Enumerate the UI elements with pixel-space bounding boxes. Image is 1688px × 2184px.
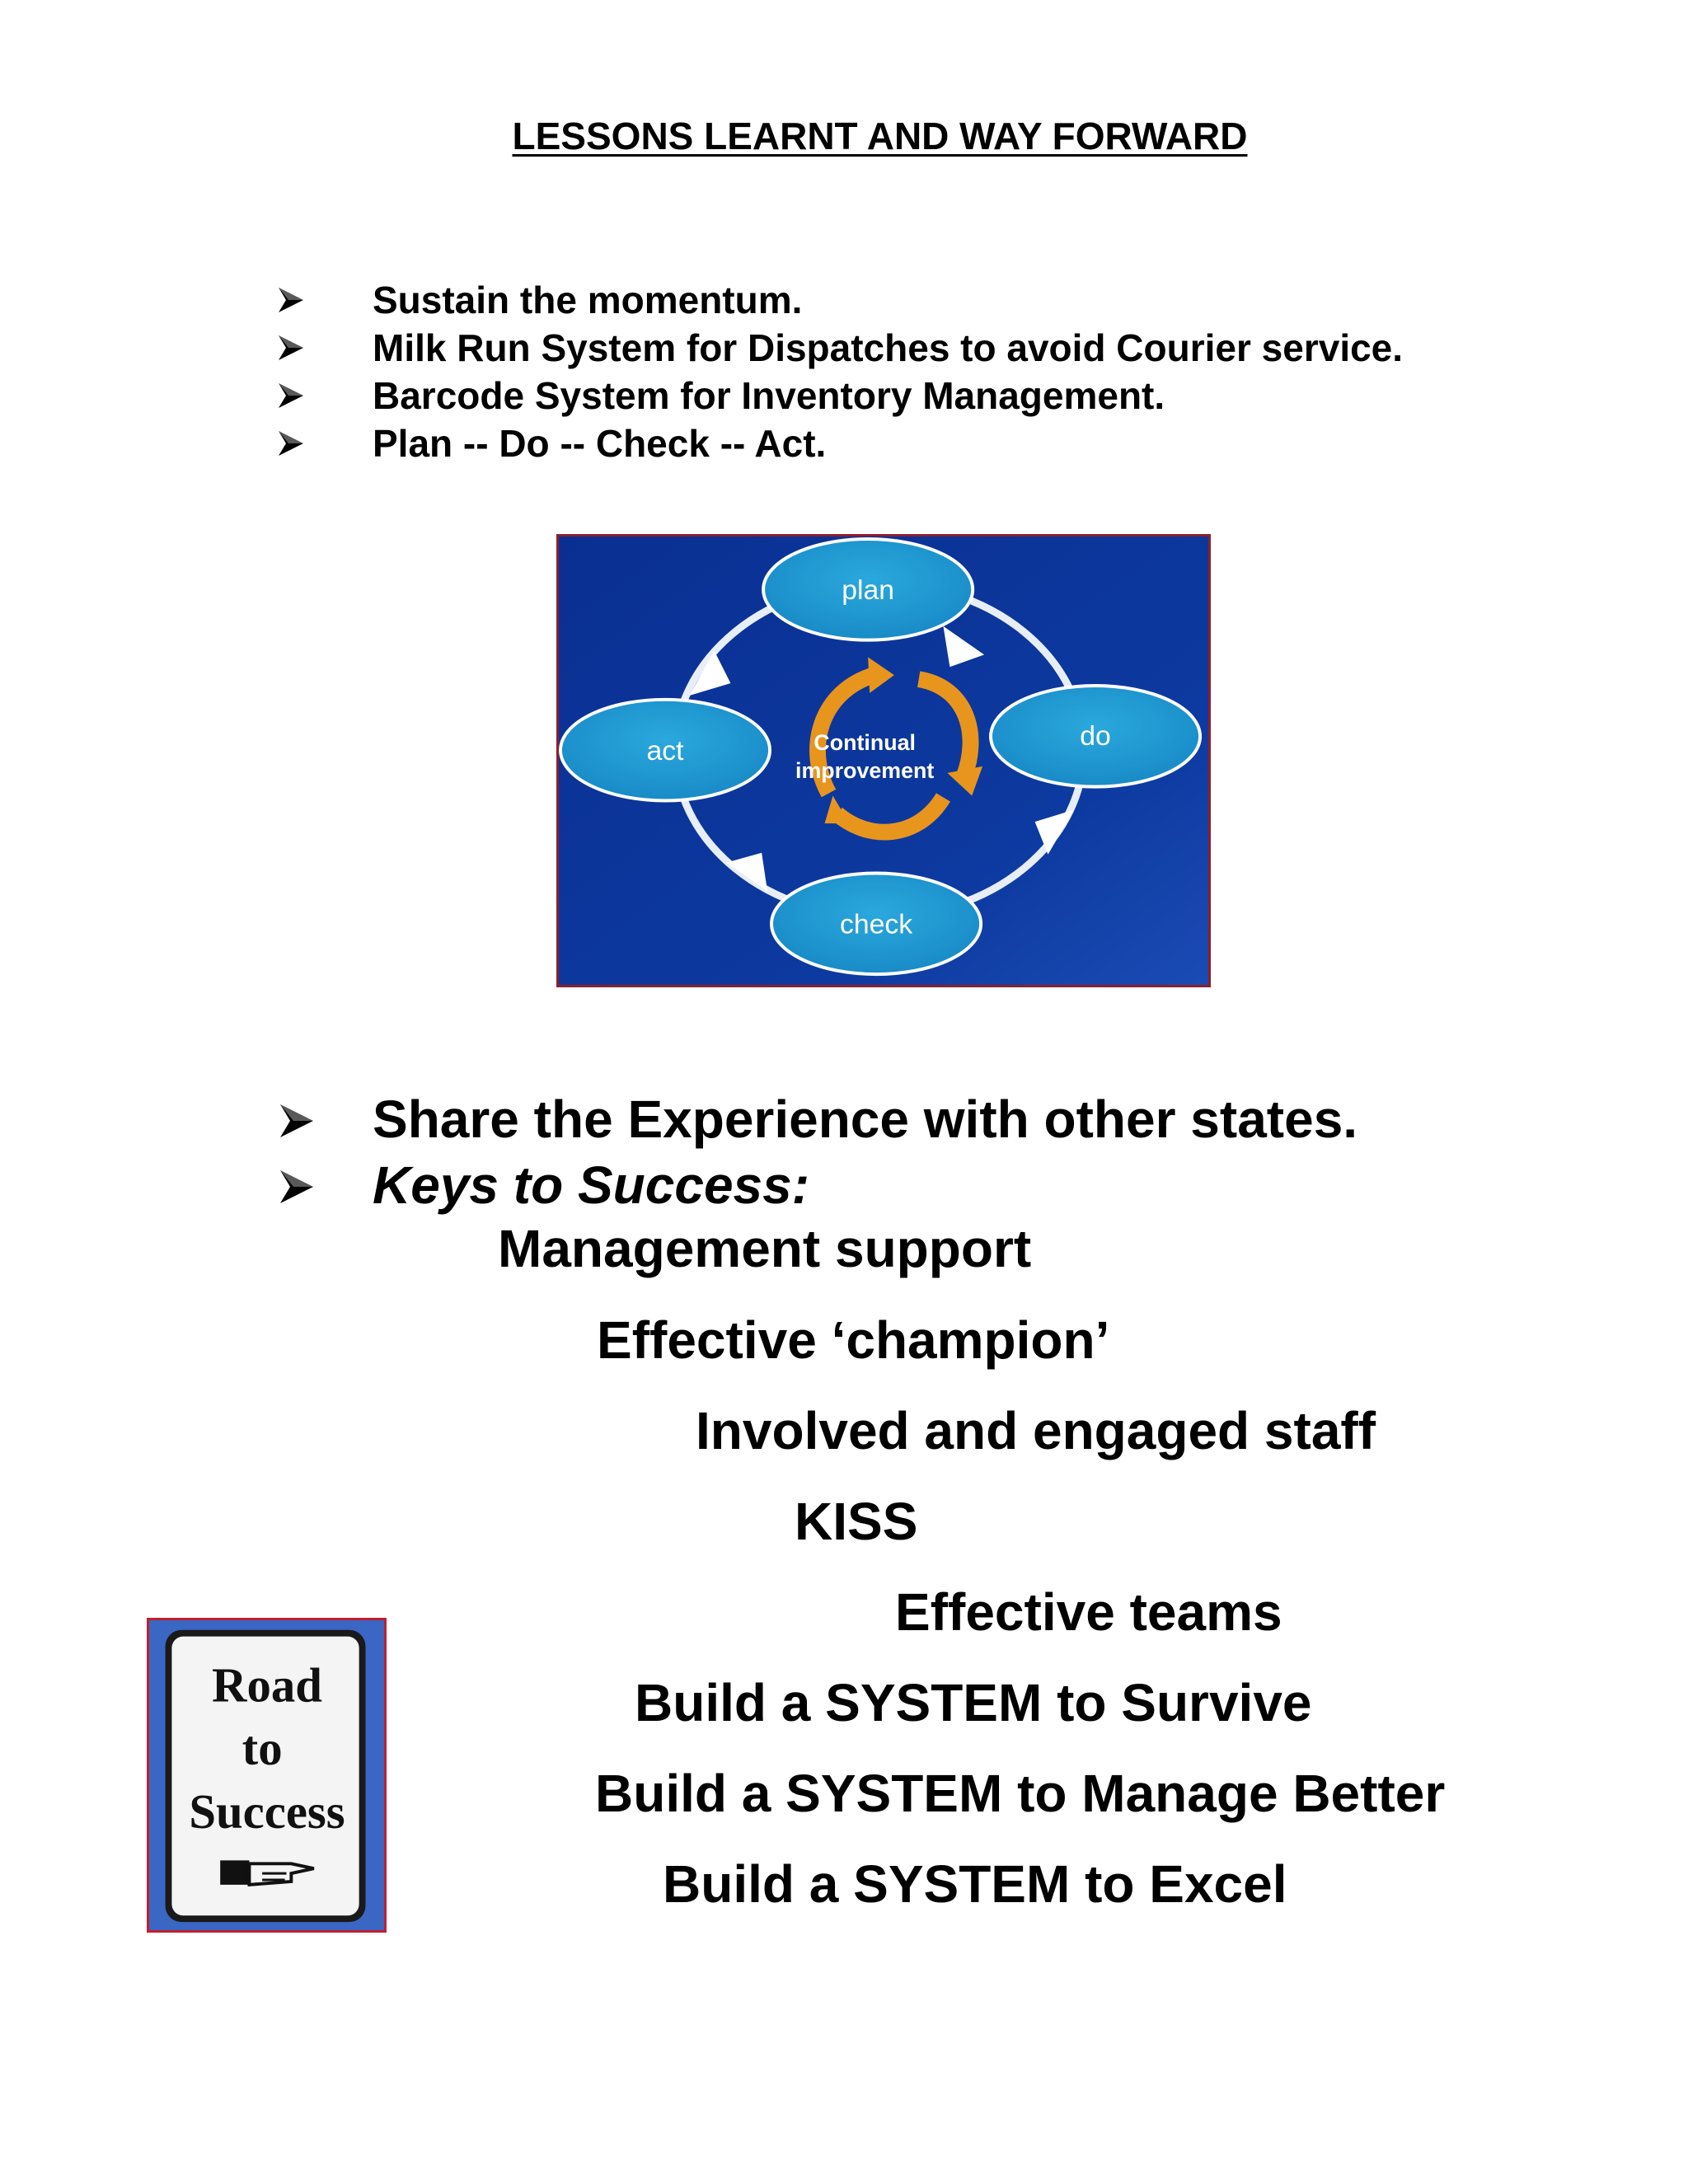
key-item: Management support <box>498 1219 1032 1278</box>
key-item: Effective teams <box>895 1582 1282 1642</box>
key-item: KISS <box>795 1492 918 1551</box>
sign-line1: Road <box>212 1658 322 1713</box>
list-item-text: Barcode System for Inventory Management. <box>373 374 1165 417</box>
keys-heading: Keys to Success: <box>373 1155 810 1215</box>
page-title: LESSONS LEARNT AND WAY FORWARD <box>512 115 1248 157</box>
list-item-text: Sustain the momentum. <box>373 279 803 321</box>
key-item: Build a SYSTEM to Manage Better <box>595 1764 1446 1823</box>
do-node <box>991 686 1200 787</box>
sign-line2: to <box>241 1722 283 1776</box>
act-label: act <box>646 736 684 766</box>
center-label-line1: Continual <box>814 730 916 756</box>
check-label: check <box>840 909 913 940</box>
sign-line3: Success <box>189 1784 345 1840</box>
key-item: Effective ‘champion’ <box>597 1310 1110 1370</box>
check-node <box>771 873 981 974</box>
act-node <box>560 700 770 801</box>
do-label: do <box>1080 721 1111 752</box>
center-label-line2: improvement <box>795 757 935 783</box>
arrow-bullet-icon <box>279 288 303 312</box>
plan-node <box>763 539 973 640</box>
share-text: Share the Experience with other states. <box>373 1090 1358 1149</box>
arrow-bullet-icon <box>280 1170 313 1203</box>
arrow-bullet-icon <box>280 1104 313 1137</box>
road-to-success-sign <box>147 1618 387 1933</box>
list-item-text: Plan -- Do -- Check -- Act. <box>373 422 827 465</box>
arrow-bullet-icon <box>279 335 303 360</box>
pdca-cycle-diagram <box>556 534 1211 987</box>
arrow-bullet-icon <box>279 431 303 456</box>
plan-label: plan <box>842 575 895 607</box>
key-item: Build a SYSTEM to Excel <box>663 1854 1287 1914</box>
list-item-text: Milk Run System for Dispatches to avoid Courier service. <box>373 326 1404 369</box>
key-item: Involved and engaged staff <box>696 1401 1376 1460</box>
key-item: Build a SYSTEM to Survive <box>635 1673 1312 1732</box>
arrow-bullet-icon <box>279 383 303 408</box>
